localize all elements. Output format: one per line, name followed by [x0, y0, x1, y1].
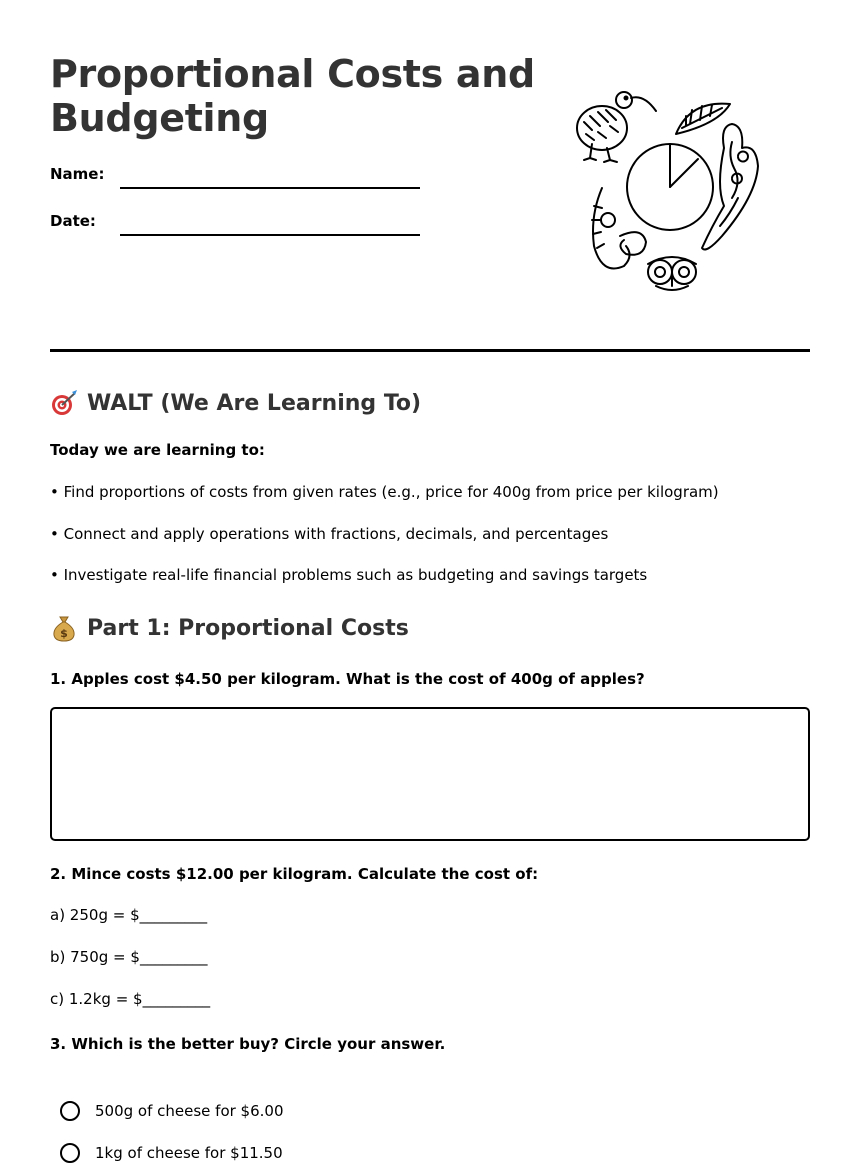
walt-heading — [50, 389, 421, 417]
koru-icon — [592, 188, 646, 269]
svg-text:$: $ — [60, 627, 68, 640]
q2-item-b: b) 750g = $_________ — [50, 948, 208, 966]
name-field[interactable] — [120, 187, 420, 189]
pie-chart-icon — [627, 144, 713, 230]
option-2-radio[interactable] — [60, 1143, 80, 1163]
part1-heading-text: Part 1: Proportional Costs — [87, 615, 409, 641]
owl-face-icon — [648, 257, 696, 290]
question-3: 3. Which is the better buy? Circle your answer. — [50, 1035, 446, 1053]
q3-option-1[interactable] — [60, 1101, 284, 1121]
title-line-2: Budgeting — [50, 96, 269, 140]
fern-leaf-icon — [676, 104, 730, 134]
question-2: 2. Mince costs $12.00 per kilogram. Calculate the cost of: — [50, 865, 539, 883]
date-label: Date: — [50, 212, 96, 230]
carving-icon — [702, 124, 758, 250]
walt-heading-text: WALT (We Are Learning To) — [87, 390, 422, 416]
section-divider — [50, 349, 810, 352]
money-bag-icon — [50, 614, 78, 642]
maori-pie-chart-illustration — [572, 86, 772, 296]
q1-answer-box[interactable] — [50, 707, 810, 841]
q3-option-2[interactable] — [60, 1143, 283, 1163]
walt-intro: Today we are learning to: — [50, 441, 265, 459]
q2-item-a: a) 250g = $_________ — [50, 906, 208, 924]
walt-item-2: • Connect and apply operations with fractions, decimals, and percentages — [50, 525, 609, 543]
option-1-radio[interactable] — [60, 1101, 80, 1121]
name-label: Name: — [50, 165, 105, 183]
question-1: 1. Apples cost $4.50 per kilogram. What is the cost of 400g of apples? — [50, 670, 645, 688]
walt-item-3: • Investigate real-life financial problems such as budgeting and savings targets — [50, 566, 648, 584]
page-title — [50, 52, 550, 140]
title-line-1: Proportional Costs and — [50, 52, 535, 96]
option-2-label: 1kg of cheese for $11.50 — [95, 1144, 283, 1162]
target-dart-icon — [50, 389, 78, 417]
walt-item-1: • Find proportions of costs from given rates (e.g., price for 400g from price per kilogram) — [50, 483, 719, 501]
option-1-label: 500g of cheese for $6.00 — [95, 1102, 284, 1120]
part1-heading — [50, 614, 409, 642]
q2-item-c: c) 1.2kg = $_________ — [50, 990, 211, 1008]
worksheet-page — [50, 0, 810, 1161]
date-field[interactable] — [120, 234, 420, 236]
